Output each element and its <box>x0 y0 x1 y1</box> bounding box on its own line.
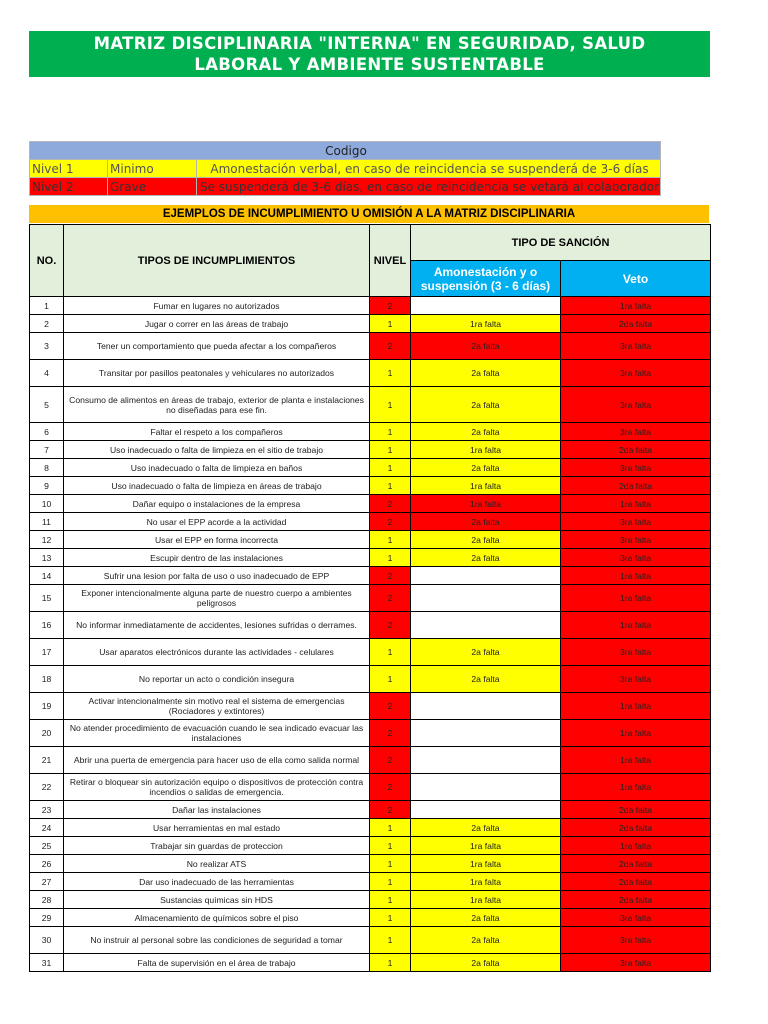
row-veto: 1ra falta <box>561 837 711 855</box>
page-title <box>29 31 710 77</box>
row-amonestacion <box>411 585 561 612</box>
table-row <box>30 531 711 549</box>
row-description: Almacenamiento de químicos sobre el piso <box>64 909 370 927</box>
row-amonestacion: 2a falta <box>411 549 561 567</box>
table-row <box>30 774 711 801</box>
codigo-header: Codigo <box>30 142 661 160</box>
table-row <box>30 693 711 720</box>
row-description: Usar el EPP en forma incorrecta <box>64 531 370 549</box>
row-number: 24 <box>30 819 64 837</box>
table-row <box>30 360 711 387</box>
row-veto: 3ra falta <box>561 927 711 954</box>
row-amonestacion: 1ra falta <box>411 441 561 459</box>
table-row <box>30 801 711 819</box>
row-veto: 3ra falta <box>561 423 711 441</box>
row-amonestacion <box>411 720 561 747</box>
row-nivel: 1 <box>370 360 411 387</box>
row-nivel: 1 <box>370 909 411 927</box>
row-amonestacion: 2a falta <box>411 360 561 387</box>
row-nivel: 1 <box>370 855 411 873</box>
row-number: 11 <box>30 513 64 531</box>
row-number: 22 <box>30 774 64 801</box>
row-description: Uso inadecuado o falta de limpieza en áreas de trabajo <box>64 477 370 495</box>
row-nivel: 1 <box>370 531 411 549</box>
row-veto: 3ra falta <box>561 954 711 972</box>
row-veto: 3ra falta <box>561 639 711 666</box>
row-nivel: 1 <box>370 819 411 837</box>
row-description: No usar el EPP acorde a la actividad <box>64 513 370 531</box>
row-description: Usar aparatos electrónicos durante las actividades - celulares <box>64 639 370 666</box>
row-number: 5 <box>30 387 64 423</box>
table-row <box>30 333 711 360</box>
table-row <box>30 459 711 477</box>
row-description: No instruir al personal sobre las condiciones de seguridad a tomar <box>64 927 370 954</box>
row-veto: 3ra falta <box>561 549 711 567</box>
row-description: Jugar o correr en las áreas de trabajo <box>64 315 370 333</box>
row-veto: 3ra falta <box>561 909 711 927</box>
row-veto: 3ra falta <box>561 333 711 360</box>
table-row <box>30 549 711 567</box>
row-nivel: 1 <box>370 441 411 459</box>
codigo-header-row <box>30 142 661 160</box>
row-amonestacion: 1ra falta <box>411 315 561 333</box>
row-veto: 3ra falta <box>561 459 711 477</box>
row-number: 25 <box>30 837 64 855</box>
row-amonestacion: 1ra falta <box>411 891 561 909</box>
row-number: 23 <box>30 801 64 819</box>
row-amonestacion: 2a falta <box>411 909 561 927</box>
row-veto: 3ra falta <box>561 387 711 423</box>
codigo-legend-table <box>29 141 661 196</box>
row-number: 29 <box>30 909 64 927</box>
row-veto: 2da falta <box>561 819 711 837</box>
row-number: 28 <box>30 891 64 909</box>
table-row <box>30 819 711 837</box>
row-amonestacion <box>411 567 561 585</box>
row-description: Activar intencionalmente sin motivo real el sistema de emergencias (Rociadores y extintores) <box>64 693 370 720</box>
row-nivel: 2 <box>370 801 411 819</box>
row-veto: 3ra falta <box>561 531 711 549</box>
row-nivel: 1 <box>370 954 411 972</box>
row-number: 3 <box>30 333 64 360</box>
row-nivel: 2 <box>370 774 411 801</box>
codigo-nivel: Nivel 2 <box>30 178 108 196</box>
row-description: Consumo de alimentos en áreas de trabajo, exterior de planta e instalaciones no diseñadas para ese fin. <box>64 387 370 423</box>
row-veto: 3ra falta <box>561 666 711 693</box>
row-amonestacion: 1ra falta <box>411 855 561 873</box>
row-nivel: 2 <box>370 747 411 774</box>
row-amonestacion: 1ra falta <box>411 837 561 855</box>
row-nivel: 2 <box>370 495 411 513</box>
row-number: 31 <box>30 954 64 972</box>
codigo-tipo: Grave <box>108 178 197 196</box>
row-description: Trabajar sin guardas de proteccion <box>64 837 370 855</box>
row-description: Exponer intencionalmente alguna parte de nuestro cuerpo a ambientes peligrosos <box>64 585 370 612</box>
title-line-1: MATRIZ DISCIPLINARIA "INTERNA" EN SEGURIDAD, SALUD <box>93 34 646 53</box>
table-row <box>30 585 711 612</box>
row-veto: 2da falta <box>561 801 711 819</box>
row-amonestacion <box>411 693 561 720</box>
row-number: 9 <box>30 477 64 495</box>
incumplimientos-table <box>29 224 711 972</box>
row-amonestacion: 2a falta <box>411 531 561 549</box>
codigo-descripcion: Se suspenderá de 3-6 días, en caso de reincidencia se vetará al colaborador <box>197 178 661 196</box>
row-nivel: 2 <box>370 612 411 639</box>
row-veto: 1ra falta <box>561 612 711 639</box>
row-description: Falta de supervisión en el área de trabajo <box>64 954 370 972</box>
header-nivel: NIVEL <box>370 225 411 297</box>
row-nivel: 2 <box>370 720 411 747</box>
title-line-2: LABORAL Y AMBIENTE SUSTENTABLE <box>194 55 545 74</box>
row-description: Sufrir una lesion por falta de uso o uso inadecuado de EPP <box>64 567 370 585</box>
table-row <box>30 837 711 855</box>
table-row <box>30 666 711 693</box>
row-veto: 1ra falta <box>561 567 711 585</box>
codigo-row-nivel-1 <box>30 160 661 178</box>
table-row <box>30 423 711 441</box>
row-nivel: 2 <box>370 333 411 360</box>
row-nivel: 1 <box>370 423 411 441</box>
row-description: Dañar las instalaciones <box>64 801 370 819</box>
row-number: 6 <box>30 423 64 441</box>
row-description: Dar uso inadecuado de las herramientas <box>64 873 370 891</box>
row-number: 19 <box>30 693 64 720</box>
codigo-nivel: Nivel 1 <box>30 160 108 178</box>
row-number: 30 <box>30 927 64 954</box>
row-nivel: 2 <box>370 567 411 585</box>
row-nivel: 1 <box>370 639 411 666</box>
table-row <box>30 891 711 909</box>
codigo-descripcion: Amonestación verbal, en caso de reincidencia se suspenderá de 3-6 días <box>197 160 661 178</box>
row-number: 26 <box>30 855 64 873</box>
row-veto: 1ra falta <box>561 495 711 513</box>
row-number: 16 <box>30 612 64 639</box>
row-amonestacion: 1ra falta <box>411 873 561 891</box>
row-amonestacion <box>411 774 561 801</box>
row-nivel: 2 <box>370 693 411 720</box>
header-tipos: TIPOS DE INCUMPLIMIENTOS <box>64 225 370 297</box>
header-amonestacion: Amonestación y o suspensión (3 - 6 días) <box>411 261 561 297</box>
row-description: Dañar equipo o instalaciones de la empresa <box>64 495 370 513</box>
table-row <box>30 297 711 315</box>
row-veto: 1ra falta <box>561 585 711 612</box>
row-veto: 2da falta <box>561 315 711 333</box>
table-row <box>30 873 711 891</box>
table-row <box>30 720 711 747</box>
row-amonestacion: 2a falta <box>411 423 561 441</box>
row-veto: 2da falta <box>561 891 711 909</box>
row-amonestacion: 2a falta <box>411 819 561 837</box>
table-row <box>30 855 711 873</box>
row-veto: 3ra falta <box>561 360 711 387</box>
row-description: No informar inmediatamente de accidentes, lesiones sufridas o derrames. <box>64 612 370 639</box>
table-row <box>30 477 711 495</box>
row-number: 1 <box>30 297 64 315</box>
table-row <box>30 747 711 774</box>
row-amonestacion: 1ra falta <box>411 477 561 495</box>
row-number: 18 <box>30 666 64 693</box>
table-row <box>30 513 711 531</box>
row-nivel: 1 <box>370 837 411 855</box>
row-veto: 2da falta <box>561 855 711 873</box>
row-amonestacion: 2a falta <box>411 513 561 531</box>
row-amonestacion: 2a falta <box>411 459 561 477</box>
codigo-tipo: Minimo <box>108 160 197 178</box>
row-veto: 2da falta <box>561 873 711 891</box>
table-row <box>30 495 711 513</box>
row-description: No atender procedimiento de evacuación cuando le sea indicado evacuar las instalaciones <box>64 720 370 747</box>
row-nivel: 2 <box>370 297 411 315</box>
table-row <box>30 387 711 423</box>
header-veto: Veto <box>561 261 711 297</box>
row-amonestacion: 2a falta <box>411 639 561 666</box>
row-veto: 1ra falta <box>561 297 711 315</box>
row-amonestacion: 2a falta <box>411 333 561 360</box>
row-number: 21 <box>30 747 64 774</box>
row-number: 20 <box>30 720 64 747</box>
row-description: Fumar en lugares no autorizados <box>64 297 370 315</box>
row-nivel: 1 <box>370 315 411 333</box>
row-number: 15 <box>30 585 64 612</box>
row-veto: 3ra falta <box>561 513 711 531</box>
row-nivel: 1 <box>370 891 411 909</box>
row-nivel: 2 <box>370 513 411 531</box>
row-description: Transitar por pasillos peatonales y vehiculares no autorizados <box>64 360 370 387</box>
table-row <box>30 567 711 585</box>
row-nivel: 1 <box>370 666 411 693</box>
table-row <box>30 639 711 666</box>
row-number: 13 <box>30 549 64 567</box>
row-number: 2 <box>30 315 64 333</box>
row-description: No reportar un acto o condición insegura <box>64 666 370 693</box>
table-row <box>30 441 711 459</box>
row-description: Sustancias químicas sin HDS <box>64 891 370 909</box>
row-nivel: 1 <box>370 459 411 477</box>
row-number: 14 <box>30 567 64 585</box>
row-description: Usar herramientas en mal estado <box>64 819 370 837</box>
row-number: 27 <box>30 873 64 891</box>
row-veto: 2da falta <box>561 477 711 495</box>
row-veto: 1ra falta <box>561 693 711 720</box>
row-number: 8 <box>30 459 64 477</box>
row-amonestacion: 2a falta <box>411 954 561 972</box>
row-veto: 1ra falta <box>561 747 711 774</box>
row-veto: 1ra falta <box>561 720 711 747</box>
row-description: No realizar ATS <box>64 855 370 873</box>
row-nivel: 1 <box>370 387 411 423</box>
codigo-row-nivel-2 <box>30 178 661 196</box>
row-number: 12 <box>30 531 64 549</box>
header-tipo-sancion: TIPO DE SANCIÓN <box>411 225 711 261</box>
table-row <box>30 612 711 639</box>
row-number: 4 <box>30 360 64 387</box>
header-no: NO. <box>30 225 64 297</box>
row-amonestacion: 2a falta <box>411 387 561 423</box>
row-amonestacion <box>411 612 561 639</box>
row-amonestacion <box>411 747 561 774</box>
row-description: Faltar el respeto a los compañeros <box>64 423 370 441</box>
row-amonestacion: 2a falta <box>411 666 561 693</box>
row-veto: 2da falta <box>561 441 711 459</box>
row-nivel: 1 <box>370 477 411 495</box>
table-row <box>30 315 711 333</box>
row-nivel: 1 <box>370 927 411 954</box>
incumplimientos-body <box>30 297 711 972</box>
row-amonestacion: 2a falta <box>411 927 561 954</box>
row-nivel: 2 <box>370 585 411 612</box>
table-row <box>30 927 711 954</box>
row-amonestacion: 1ra falta <box>411 495 561 513</box>
row-description: Uso inadecuado o falta de limpieza en baños <box>64 459 370 477</box>
row-description: Abrir una puerta de emergencia para hacer uso de ella como salida normal <box>64 747 370 774</box>
table-row <box>30 909 711 927</box>
row-description: Retirar o bloquear sin autorización equipo o dispositivos de protección contra incendios o salidas de emergencia. <box>64 774 370 801</box>
table-row <box>30 954 711 972</box>
row-description: Escupir dentro de las instalaciones <box>64 549 370 567</box>
row-description: Tener un comportamiento que pueda afectar a los compañeros <box>64 333 370 360</box>
header-row-1 <box>30 225 711 261</box>
row-description: Uso inadecuado o falta de limpieza en el sitio de trabajo <box>64 441 370 459</box>
row-nivel: 1 <box>370 549 411 567</box>
row-number: 17 <box>30 639 64 666</box>
row-number: 7 <box>30 441 64 459</box>
row-amonestacion <box>411 801 561 819</box>
examples-banner: EJEMPLOS DE INCUMPLIMIENTO U OMISIÓN A LA MATRIZ DISCIPLINARIA <box>29 205 709 223</box>
row-veto: 1ra falta <box>561 774 711 801</box>
row-amonestacion <box>411 297 561 315</box>
row-number: 10 <box>30 495 64 513</box>
row-nivel: 1 <box>370 873 411 891</box>
